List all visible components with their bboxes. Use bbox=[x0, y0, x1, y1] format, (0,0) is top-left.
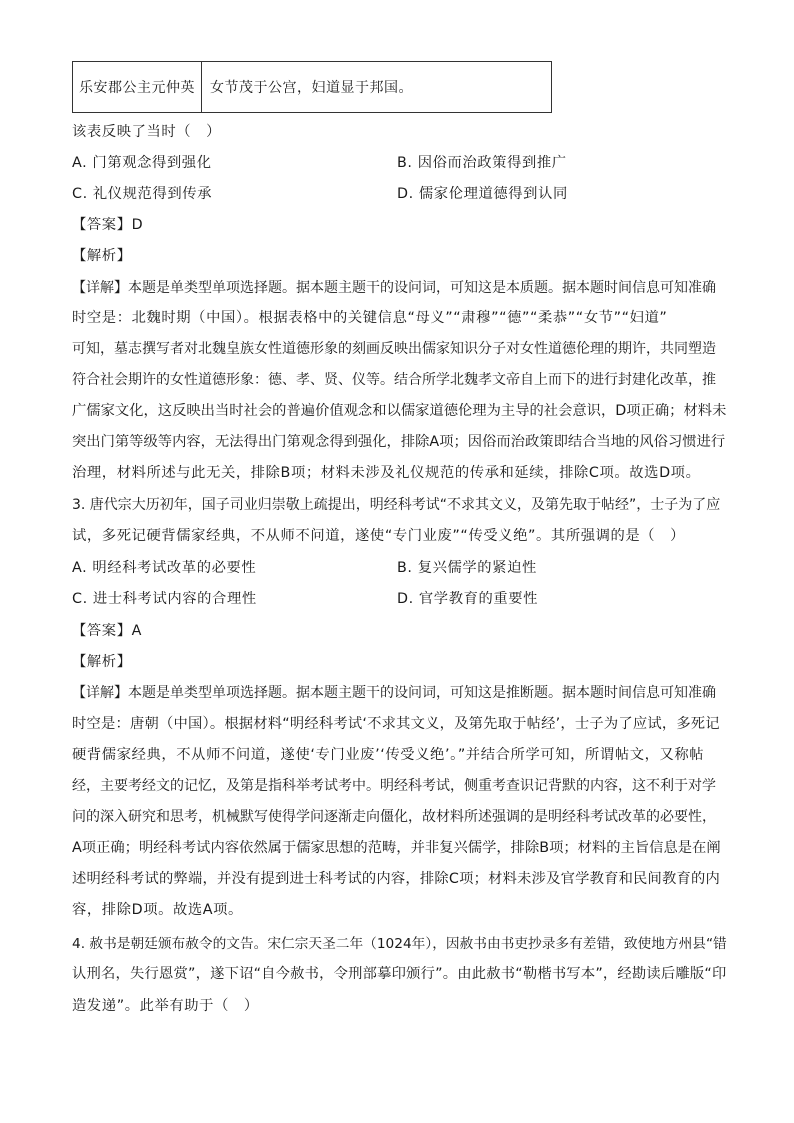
q2-option-c: C. 礼仪规范得到传承 bbox=[72, 186, 213, 202]
q2-detail-line: 广儒家文化，这反映出当时社会的普遍价值观念和以儒家道德伦理为主导的社会意识，D项正确；材料未 bbox=[72, 403, 727, 419]
q2-detail-line: 治理，材料所述与此无关，排除B项；材料未涉及礼仪规范的传承和延续，排除C项。故选D项。 bbox=[72, 465, 701, 481]
answer-tag: 【答案】 bbox=[72, 217, 132, 233]
q4-stem-line: 认刑名，失行恩赏”，遂下诏“自今赦书，令刑部摹印颁行”。由此赦书“勒楷书写本”，经勘读后雕版“印 bbox=[72, 966, 727, 982]
q3-detail-line: 【详解】本题是单类型单项选择题。据本题主题干的设问词，可知这是推断题。据本题时间信息可知准确 bbox=[72, 685, 716, 701]
q4-stem-line: 4. 赦书是朝廷颁布赦令的文告。宋仁宗天圣二年（1024年），因赦书由书吏抄录多有差错，致使地方州县“错 bbox=[72, 936, 727, 952]
q3-answer bbox=[72, 620, 142, 640]
q3-detail-line: 时空是：唐朝（中国）。根据材料“明经科考试‘不求其文义，及第先取于帖经’，士子为了应试，多死记 bbox=[72, 716, 720, 732]
q3-option-c: C. 进士科考试内容的合理性 bbox=[72, 591, 257, 607]
q2-detail-line: 时空是：北魏时期（中国）。根据表格中的关键信息“母义”“肃穆”“德”“柔恭”“女节”“妇道” bbox=[72, 310, 668, 326]
q2-detail-line: 【详解】本题是单类型单项选择题。据本题主题干的设问词，可知这是本质题。据本题时间信息可知准确 bbox=[72, 280, 716, 296]
q3-stem-line: 试，多死记硬背儒家经典，不从师不问道，遂使“专门业废”“传受义绝”。其所强调的是（ ） bbox=[72, 528, 686, 544]
q3-detail-line: 经，主要考经文的记忆，及第是指科举考试考中。明经科考试，侧重考查识记背默的内容，这不利于对学 bbox=[72, 778, 716, 794]
q4-stem-line: 造发递”。此举有助于（ ） bbox=[72, 998, 259, 1014]
q2-option-b: B. 因俗而治政策得到推广 bbox=[397, 155, 567, 171]
q2-answer bbox=[72, 214, 143, 234]
q3-option-d: D. 官学教育的重要性 bbox=[397, 591, 539, 607]
q3-option-a: A. 明经科考试改革的必要性 bbox=[72, 560, 257, 576]
answer-value: D bbox=[131, 217, 144, 233]
answer-tag: 【答案】 bbox=[72, 623, 132, 639]
inscription-table bbox=[72, 61, 552, 113]
q3-detail-line: 硬背儒家经典，不从师不问道，遂使‘专门业废’‘传受义绝’。”并结合所学可知，所谓帖文，又称帖 bbox=[72, 747, 705, 763]
answer-value: A bbox=[131, 623, 142, 639]
q2-detail-line: 符合社会期许的女性道德形象：德、孝、贤、仪等。结合所学北魏孝文帝自上而下的进行封建化改革，推 bbox=[72, 372, 716, 388]
q3-detail-line: 问的深入研究和思考，机械默写使得学问逐渐走向僵化，故材料所述强调的是明经科考试改革的必要性， bbox=[72, 809, 716, 825]
q3-option-b: B. 复兴儒学的紧迫性 bbox=[397, 560, 537, 576]
q3-detail-line: 容，排除D项。故选A项。 bbox=[72, 902, 243, 918]
q2-option-a: A. 门第观念得到强化 bbox=[72, 155, 212, 171]
q2-option-d: D. 儒家伦理道德得到认同 bbox=[397, 186, 568, 202]
q3-stem-line: 3. 唐代宗大历初年，国子司业归崇敬上疏提出，明经科考试“不求其文义，及第先取于帖经”，士子为了应 bbox=[72, 497, 721, 513]
q3-detail-line: 述明经科考试的弊端，并没有提到进士科考试的内容，排除C项；材料未涉及官学教育和民间教育的内 bbox=[72, 871, 721, 887]
q2-detail-line: 突出门第等级等内容，无法得出门第观念得到强化，排除A项；因俗而治政策即结合当地的风俗习惯进行 bbox=[72, 434, 726, 450]
q3-detail-line: A项正确；明经科考试内容依然属于儒家思想的范畴，并非复兴儒学，排除B项；材料的主旨信息是在阐 bbox=[72, 840, 721, 856]
table-cell-text: 女节茂于公宫，妇道显于邦国。 bbox=[210, 80, 413, 96]
q2-stem: 该表反映了当时（ ） bbox=[72, 124, 221, 140]
table-cell-name: 乐安郡公主元仲英 bbox=[73, 62, 202, 112]
q3-analysis-tag: 【解析】 bbox=[72, 654, 132, 670]
q2-analysis-tag: 【解析】 bbox=[72, 248, 132, 264]
q2-detail-line: 可知，墓志撰写者对北魏皇族女性道德形象的刻画反映出儒家知识分子对女性道德伦理的期许，共同塑造 bbox=[72, 341, 716, 357]
